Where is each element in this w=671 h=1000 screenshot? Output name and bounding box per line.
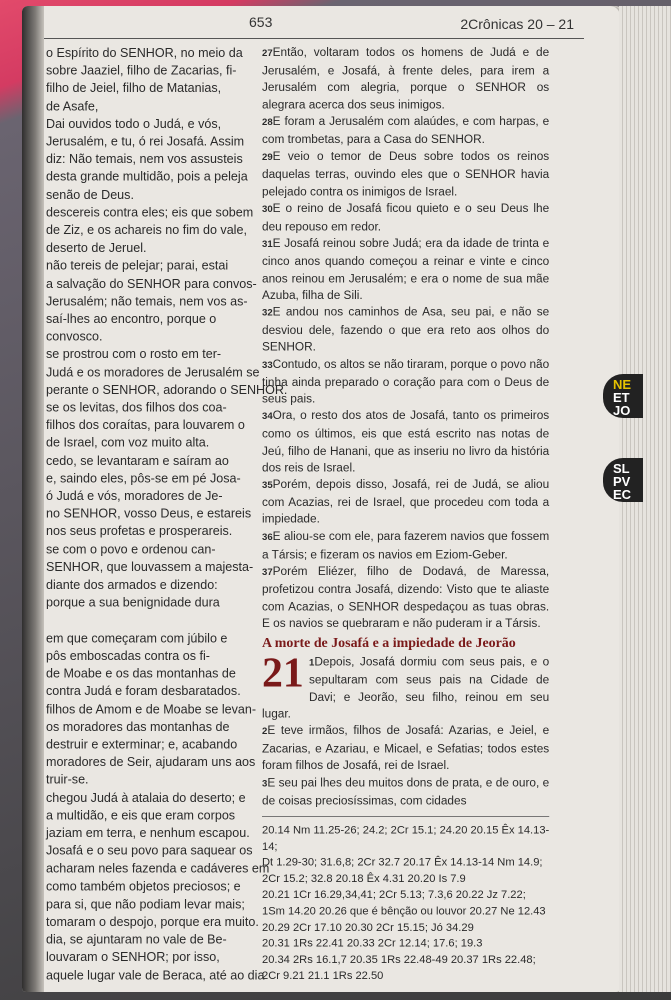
right-column (262, 44, 549, 984)
thumb-index-tab-ne-et-jo[interactable] (603, 374, 643, 418)
verse (262, 774, 549, 809)
verse-text: Depois, Josafá dormiu com seus pais, e o sepultaram com seus pais na Cidade de Davi; e Jeorão, seu filho, reinou em seu lugar. (262, 655, 550, 721)
verse-number: 30 (262, 203, 273, 215)
left-column-line: filhos de Amom e de Moabe se levan- (46, 701, 257, 716)
left-column-line: a salvação do SENHOR para convos- (46, 276, 257, 291)
left-column-line: dia, se ajuntaram no vale de Be- (46, 932, 227, 947)
left-column-line: moradores de Seir, ajudaram uns aos (46, 755, 256, 769)
left-column-line: para si, que não podiam levar mais; (46, 896, 245, 911)
verse-text: Ora, o resto dos atos de Josafá, tanto os primeiros como os últimos, eis que está escrito nas notas de Jeú, filho de Hanani, que as inseriu no livro da história dos reis de Israel. (262, 408, 550, 474)
left-column-line: porque a sua benignidade dura (46, 595, 220, 610)
tab-label: ET (613, 390, 630, 405)
cross-reference-line: 20.34 2Rs 16.1,7 20.35 1Rs 22.48-49 20.37 1Rs 22.48; (262, 952, 536, 966)
left-column-line: Jerusalém; não temais, nem vos as- (46, 294, 248, 308)
left-column-line: acharam neles fazenda e cadáveres em (46, 861, 270, 876)
left-column-line: Dai ouvidos todo o Judá, e vós, (46, 116, 222, 131)
verse (262, 148, 549, 200)
left-column-line: destruir e exterminar; e, acabando (46, 737, 238, 752)
verse-number: 29 (262, 152, 273, 163)
tab-label: NE (613, 377, 632, 392)
left-column-line: de Moabe e os das montanhas de (46, 666, 236, 681)
verse-text: Porém, depois disso, Josafá, rei de Judá, se aliou com Acazias, rei de Israel, que procedeu com toda a impiedade. (262, 477, 550, 526)
verse (262, 722, 549, 774)
left-column-line: de Israel, com voz muito alta. (46, 435, 210, 450)
left-column-line: senão de Deus. (46, 187, 134, 202)
verse-number: 2 (262, 726, 268, 737)
footnote-rule (262, 816, 549, 817)
verse-number: 32 (262, 307, 273, 319)
left-column-line: tomaram o despojo, porque era muito. (46, 914, 259, 929)
cross-reference-line: 1Sm 14.20 20.26 que é bênção ou louvor 20.27 Ne 12.43 (262, 903, 546, 917)
left-column-line: em que começaram com júbilo e (46, 630, 228, 645)
verse (262, 44, 549, 113)
left-column-line: chegou Judá à atalaia do deserto; e (46, 790, 246, 805)
section-heading: A morte de Josafá e a impiedade de Jeorão (262, 635, 516, 651)
verse-number: 37 (262, 567, 273, 578)
cross-reference-line: 20.29 2Cr 17.10 20.30 2Cr 15.15; Jó 34.29 (262, 920, 474, 934)
left-column-line: deserto de Jeruel. (46, 240, 147, 255)
cross-reference-line: 20.21 1Cr 16.29,34,41; 2Cr 5.13; 7.3,6 20.22 Jz 7.22; (262, 887, 526, 901)
left-column-line: aquele lugar vale de Beraca, até ao dia (46, 967, 265, 982)
left-column-line: os moradores das montanhas de (46, 719, 230, 734)
left-column-line: Judá e os moradores de Jerusalém se (46, 365, 260, 379)
left-column-line: a multidão, e eis que eram corpos (46, 808, 236, 823)
verse-text: E andou nos caminhos de Asa, seu pai, e não se desviou dele, fazendo o que era reto aos olhos do SENHOR. (262, 305, 550, 354)
page-number: 653 (249, 14, 273, 30)
verse-text: Porém Eliézer, filho de Dodavá, de Maressa, profetizou contra Josafá, dizendo: Visto que te aliaste com Acazias, o SENHOR despedaçou as tuas obras. E os navios se quebraram e não puderam ir a Társis. (262, 564, 550, 630)
verse-number: 1 (309, 657, 315, 669)
left-column-line: perante o SENHOR, adorando o SENHOR. (46, 382, 288, 397)
verse-text: E foram a Jerusalém com alaúdes, e com harpas, e com trombetas, para a Casa do SENHOR. (262, 114, 550, 146)
verse-text: E Josafá reinou sobre Judá; era da idade de trinta e cinco anos quando começou a reinar e vinte e cinco anos reinou em Jerusalém; e era o nome de sua mãe Azuba, filha de Sili. (262, 236, 550, 302)
cross-reference-line: Dt 1.29-30; 31.6,8; 2Cr 32.7 20.17 Êx 14.13-14 Nm 14.9; (262, 855, 543, 869)
left-column-line: sobre Jaaziel, filho de Zacarias, fi- (46, 63, 237, 78)
cross-reference-line: 2Cr 9.21 21.1 1Rs 22.50 (262, 968, 384, 982)
left-column-line: como também objetos preciosos; e (46, 879, 241, 894)
verse (262, 476, 549, 528)
verse-text: Contudo, os altos se não tiraram, porque o povo não tinha ainda preparado o coração para com o Deus de seus pais. (262, 357, 550, 406)
left-column-line: e, saindo eles, pôs-se em pé Josa- (46, 471, 241, 486)
verse-text: E seu pai lhes deu muitos dons de prata, e de ouro, e de coisas preciosíssimas, com cidades (262, 775, 550, 808)
left-column-line: truir-se. (46, 772, 89, 787)
cross-reference-line: 20.14 Nm 11.25-26; 24.2; 2Cr 15.1; 24.20 20.15 Êx 14.13-14; (262, 822, 550, 853)
left-column-line: SENHOR, que louvassem a majesta- (46, 560, 254, 574)
book-gutter (22, 6, 44, 992)
verse (262, 407, 549, 476)
left-column-line: de Ziz, e os achareis no fim do vale, (46, 223, 247, 238)
left-column-line: pôs emboscadas contra os fi- (46, 648, 210, 663)
verse-number: 28 (262, 116, 273, 128)
left-column-line: louvaram o SENHOR; por isso, (46, 950, 220, 965)
verse (262, 649, 550, 722)
tab-label: EC (613, 487, 632, 502)
verse-text: E veio o temor de Deus sobre todos os reinos daquelas terras, ouvindo eles que o SENHOR havia pelejado contra os inimigos de Israel. (262, 149, 550, 198)
left-column-line: cedo, se levantaram e saíram ao (46, 453, 229, 468)
verse (262, 113, 549, 148)
left-column-line: descereis contra eles; eis que sobem (46, 205, 254, 220)
verse-text: E o reino de Josafá ficou quieto e o seu Deus lhe deu repouso em redor. (262, 201, 550, 233)
thumb-index-tab-sl-pv-ec[interactable] (603, 458, 643, 502)
left-column-line (46, 611, 236, 629)
verse (262, 563, 549, 632)
verse-number: 3 (262, 778, 268, 789)
running-head: 2Crônicas 20 – 21 (460, 16, 574, 32)
verse (262, 200, 549, 235)
verse-number: 36 (262, 532, 273, 543)
verse (262, 303, 549, 355)
left-column-line: saí-lhes ao encontro, porque o (46, 311, 217, 326)
verse (262, 235, 549, 304)
verse (262, 355, 549, 407)
page-header (44, 14, 604, 36)
left-column-line: nos seus profetas e prosperareis. (46, 524, 233, 539)
tab-label: JO (613, 403, 631, 418)
cross-reference-line: 20.31 1Rs 22.41 20.33 2Cr 12.14; 17.6; 19.3 (262, 936, 483, 950)
cross-reference-line: 2Cr 15.2; 32.8 20.18 Êx 4.31 20.20 Is 7.9 (262, 871, 466, 885)
verse-number: 33 (262, 359, 273, 371)
verse-text: E aliou-se com ele, para fazerem navios que fossem a Társis; e fizeram os navios em Eziom-Geber. (262, 529, 550, 561)
left-column-line: o Espírito do SENHOR, no meio da (46, 45, 243, 60)
left-column-line: se os levitas, dos filhos dos coa- (46, 400, 227, 415)
tab-label: SL (613, 461, 630, 476)
cross-references (262, 822, 549, 984)
verse-number: 35 (262, 480, 273, 491)
left-column-line: se prostrou com o rosto em ter- (46, 347, 222, 362)
verse-number: 27 (262, 48, 273, 59)
left-column-line: ó Judá e vós, moradores de Je- (46, 489, 223, 503)
chapter-number: 21 (262, 649, 304, 697)
left-column-line: convosco. (46, 329, 103, 344)
left-column-line: Jerusalém, e tu, ó rei Josafá. Assim (46, 134, 245, 149)
left-column-line: diz: Não temais, nem vos assusteis (46, 152, 243, 167)
verse-text: Então, voltaram todos os homens de Judá e de Jerusalém, e Josafá, à frente deles, para irem a Jerusalém com alegria, porque o SENHOR os alegrara acerca dos seus inimigos. (262, 45, 550, 111)
left-column-line: Josafá e o seu povo para saquear os (46, 843, 253, 858)
left-column-line: não tereis de pelejar; parai, estai (46, 258, 229, 273)
verse-number: 34 (262, 411, 273, 422)
left-column-line: se com o povo e ordenou can- (46, 542, 216, 557)
left-column-line: de Asafe, (46, 99, 99, 113)
header-rule (44, 38, 584, 39)
left-column-line: diante dos armados e dizendo: (46, 577, 218, 592)
left-column-line: filho de Jeiel, filho de Matanias, (46, 81, 222, 96)
verse (262, 528, 549, 563)
left-column-line: jaziam em terra, e nenhum escapou. (46, 826, 250, 840)
left-column-line: desta grande multidão, pois a peleja (46, 169, 248, 184)
left-column-line: no SENHOR, vosso Deus, e estareis (46, 506, 252, 521)
verse-number: 31 (262, 239, 273, 250)
left-column-line: filhos dos coraítas, para louvarem o (46, 418, 245, 433)
verse-text: E teve irmãos, filhos de Josafá: Azarias, e Jeiel, e Zacarias, e Azariau, e Micael, e Sefatias; todos estes foram filhos de Josafá, rei de Israel. (262, 723, 550, 772)
left-column-line: contra Judá e foram desbaratados. (46, 684, 241, 699)
tab-label: PV (613, 474, 631, 489)
